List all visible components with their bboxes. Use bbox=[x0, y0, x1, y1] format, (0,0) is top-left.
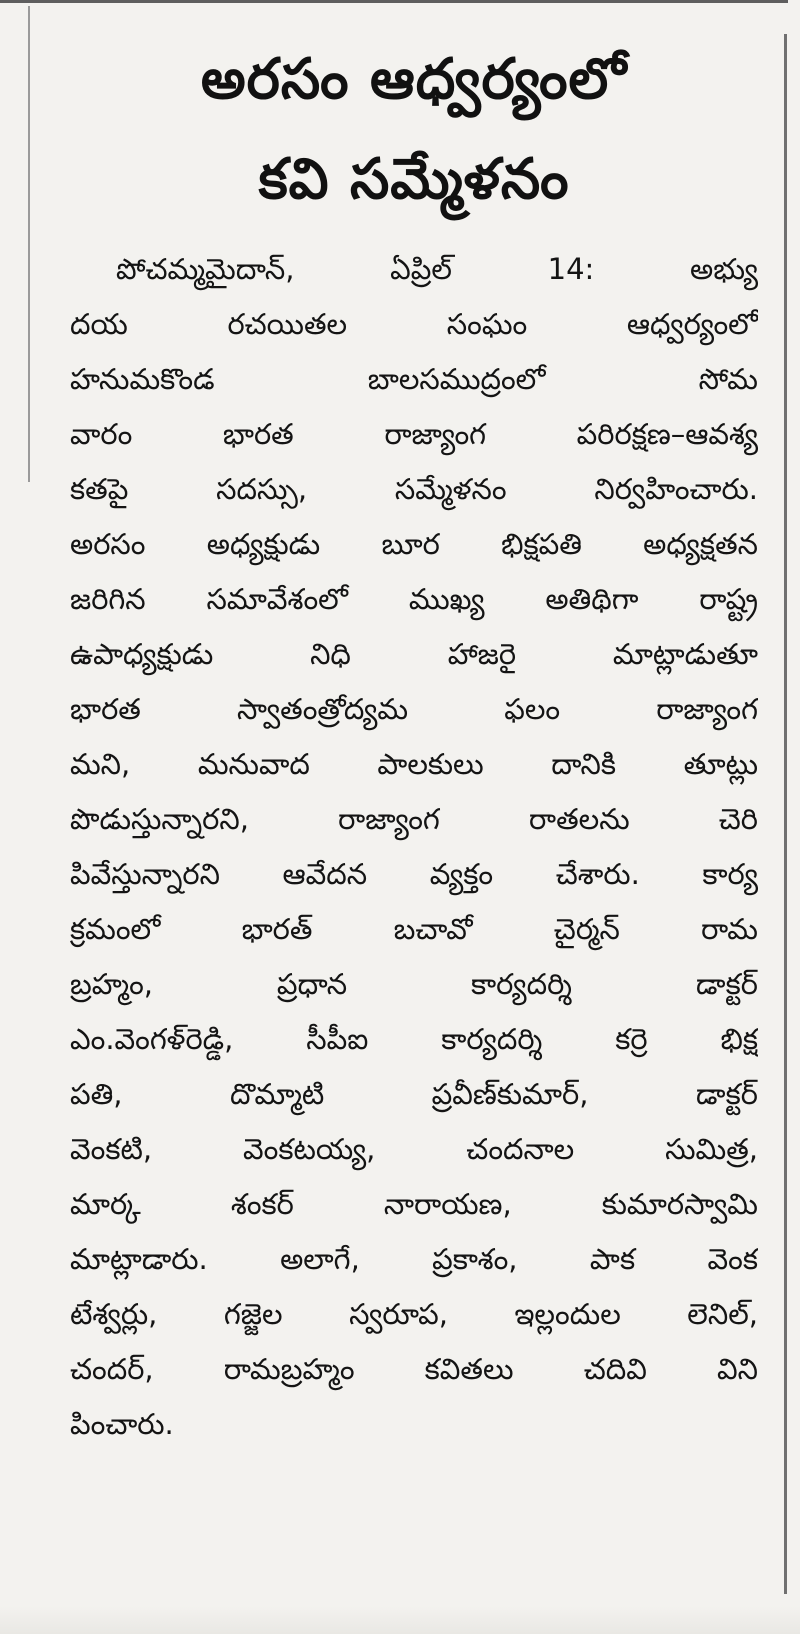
body-line: పొడుస్తున్నారని, రాజ్యాంగ రాతలను చెరి bbox=[70, 802, 758, 836]
body-line: పివేస్తున్నారని ఆవేదన వ్యక్తం చేశారు. కార్య bbox=[70, 857, 758, 891]
right-column-rule bbox=[784, 34, 787, 1594]
body-line: క్రమంలో భారత్ బచావో చైర్మన్ రామ bbox=[70, 912, 758, 946]
body-line: పోచమ్మమైదాన్, ఏప్రిల్ 14: అభ్యు bbox=[116, 252, 758, 286]
body-line: చందర్, రామబ్రహ్మం కవితలు చదివి విని bbox=[70, 1352, 758, 1386]
body-line: మార్క శంకర్ నారాయణ, కుమారస్వామి bbox=[70, 1187, 758, 1221]
page-bottom-edge bbox=[0, 1606, 800, 1634]
body-line: మని, మనువాద పాలకులు దానికి తూట్లు bbox=[70, 747, 758, 781]
top-column-rule bbox=[0, 0, 788, 3]
body-line: ఉపాధ్యక్షుడు నిధి హాజరై మాట్లాడుతూ bbox=[70, 637, 758, 671]
left-column-rule bbox=[28, 6, 30, 482]
body-line: టేశ్వర్లు, గజ్జెల స్వరూప, ఇల్లందుల లెనిల్, bbox=[70, 1297, 758, 1331]
body-line: పించారు. bbox=[70, 1407, 174, 1441]
headline-line-2: కవి సమ్మేళనం bbox=[258, 147, 570, 212]
headline-line-1: అరసం ఆధ్వర్యంలో bbox=[200, 47, 628, 112]
body-line: అరసం అధ్యక్షుడు బూర భిక్షపతి అధ్యక్షతన bbox=[70, 527, 758, 561]
body-line: బ్రహ్మం, ప్రధాన కార్యదర్శి డాక్టర్ bbox=[70, 967, 758, 1001]
body-line: కతపై సదస్సు, సమ్మేళనం నిర్వహించారు. bbox=[70, 472, 758, 506]
body-line: హనుమకొండ బాలసముద్రంలో సోమ bbox=[70, 362, 758, 396]
body-line: వెంకటి, వెంకటయ్య, చందనాల సుమిత్ర, bbox=[70, 1132, 758, 1166]
body-line: దయ రచయితల సంఘం ఆధ్వర్యంలో bbox=[70, 307, 758, 341]
news-article bbox=[70, 30, 758, 1452]
body-line: పతి, దొమ్మాటి ప్రవీణ్‌కుమార్, డాక్టర్ bbox=[70, 1077, 758, 1111]
body-line: భారత స్వాతంత్రోద్యమ ఫలం రాజ్యాంగ bbox=[70, 692, 758, 726]
body-line: ఎం.వెంగళ్‌రెడ్డి, సీపీఐ కార్యదర్శి కర్రె భిక్ష bbox=[70, 1022, 758, 1056]
body-line: మాట్లాడారు. అలాగే, ప్రకాశం, పాక వెంక bbox=[70, 1242, 758, 1276]
headline bbox=[70, 30, 758, 230]
body-line: జరిగిన సమావేశంలో ముఖ్య అతిథిగా రాష్ట్ర bbox=[70, 582, 758, 616]
body-line: వారం భారత రాజ్యాంగ పరిరక్షణ–ఆవశ్య bbox=[70, 417, 758, 451]
article-body bbox=[70, 242, 758, 1452]
